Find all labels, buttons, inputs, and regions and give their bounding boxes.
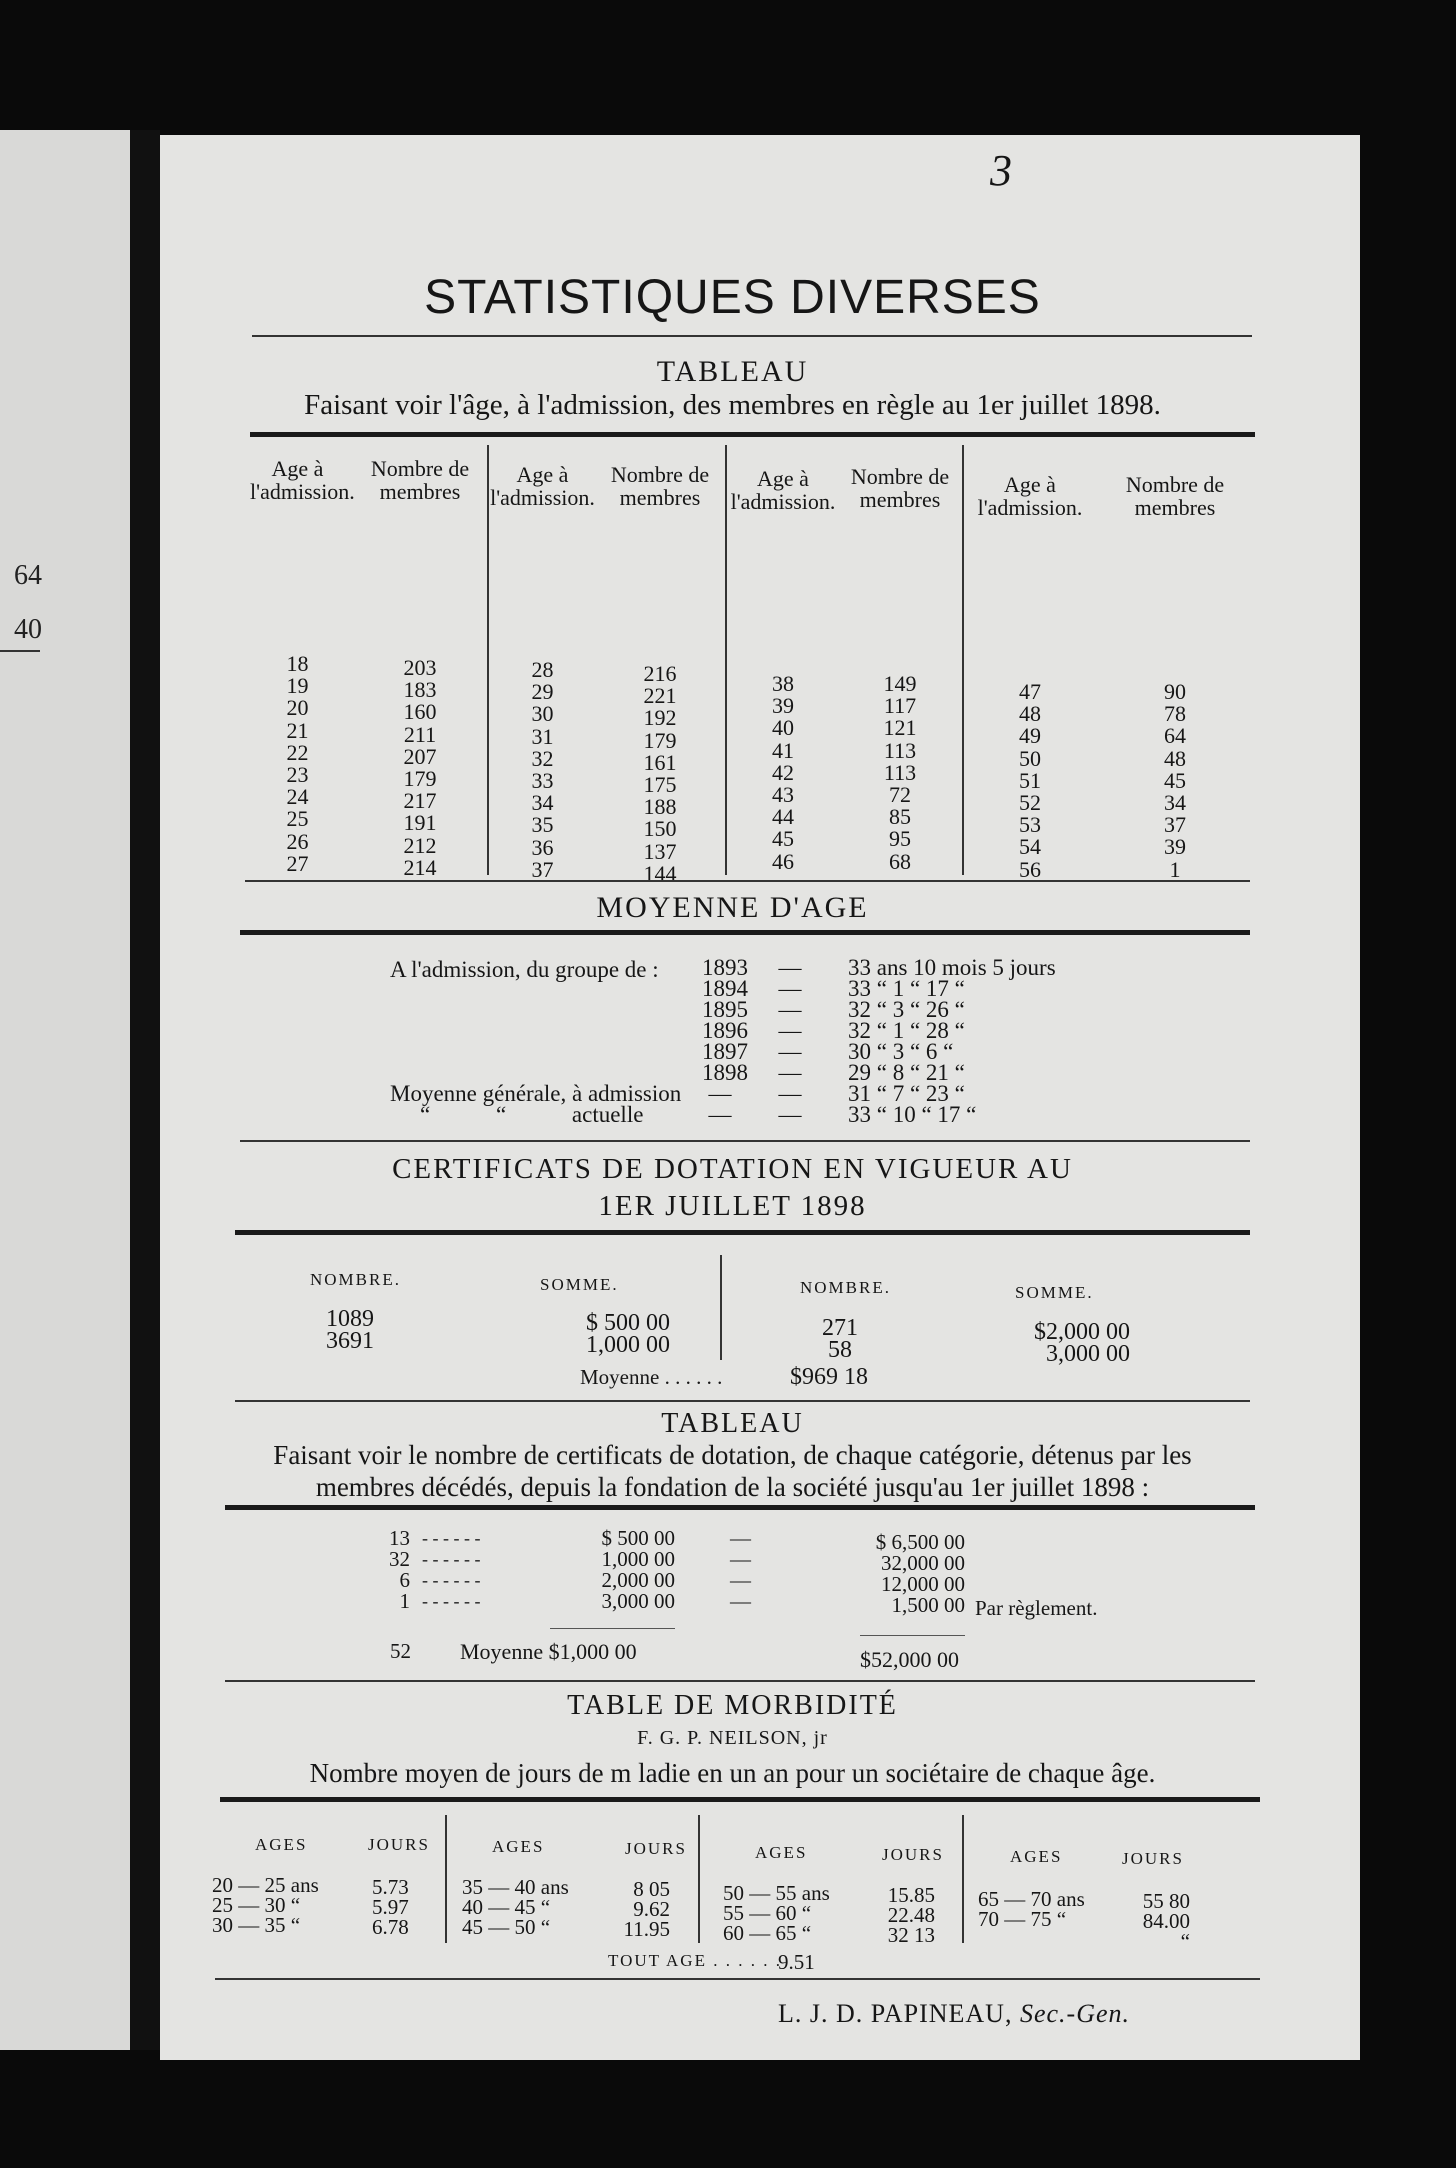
nombre-column (800, 1317, 880, 1361)
age-cell: 51 (1019, 767, 1041, 793)
moyenne-value: Moyenne $1,000 00 (460, 1639, 637, 1664)
jours-cell: 5.97 (372, 1895, 409, 1919)
year-cell: 1895 (702, 997, 748, 1022)
leader-dots: - - - - - - (422, 1528, 481, 1548)
age-cell: 49 (1019, 723, 1041, 749)
nombre-cell: 113 (883, 759, 917, 785)
nombre-cell: 179 (403, 766, 437, 792)
column-header-age: Age à l'admission. (250, 456, 355, 504)
nombre-cell: 113 (883, 737, 917, 763)
leader-column (422, 1528, 480, 1612)
jours-cell: 55 80 (1142, 1889, 1190, 1913)
jours-cell: 8 05 (633, 1877, 670, 1901)
moyenne-label: Moyenne . . . . . . (580, 1365, 723, 1389)
age-table (250, 445, 1250, 886)
moyenne-value: $969 18 (790, 1364, 868, 1390)
column-header-ages: AGES (255, 1835, 308, 1854)
dash: — (778, 1060, 802, 1085)
total-count: 52 (390, 1639, 411, 1663)
dash: — (778, 976, 802, 1001)
age-range-cell: 20 — 25 ans (212, 1873, 319, 1897)
nombre-cell: 150 (643, 816, 677, 842)
jours-cell: 6.78 (372, 1915, 409, 1939)
age-cell: 30 (531, 701, 554, 727)
ages-column (250, 653, 345, 875)
age-cell: 36 (531, 834, 554, 860)
value-cell: 3,000 00 (601, 1589, 675, 1613)
age-cell: 43 (772, 782, 794, 808)
nombre-cell: 64 (1164, 723, 1186, 749)
signature-title: Sec.-Gen. (1019, 1999, 1131, 2028)
age-cell: 23 (286, 762, 309, 788)
age-range-cell: 25 — 30 “ (212, 1893, 301, 1917)
divider (252, 335, 1252, 337)
count-cell: 6 (399, 1568, 410, 1592)
jours-cell: 11.95 (623, 1917, 670, 1941)
age-cell: 31 (531, 723, 554, 749)
divider (240, 1140, 1250, 1142)
value-cell: 32 “ 1 “ 28 “ (848, 1018, 965, 1043)
age-cell: 20 (286, 695, 309, 721)
nombre-cell: 192 (643, 705, 677, 731)
value-cell: 2,000 00 (601, 1568, 675, 1592)
sum-rule (550, 1628, 675, 1629)
column-header-age: Age à l'admission. (977, 472, 1083, 520)
column-header-nombre: Nombre de membres (370, 456, 470, 504)
nombre-cell: 271 (822, 1315, 858, 1341)
nombre-cell: 179 (643, 727, 677, 753)
nombres-column (595, 663, 725, 885)
section-title: TABLE DE MORBIDITÉ (567, 1690, 898, 1721)
note: Par règlement. (975, 1596, 1098, 1620)
jours-column (372, 1877, 409, 1937)
age-range-cell: 50 — 55 ans (723, 1881, 830, 1905)
column-header-jours: JOURS (625, 1839, 687, 1858)
column-divider (698, 1815, 700, 1943)
age-cell: 21 (286, 717, 309, 743)
age-range-cell: 60 — 65 “ (723, 1921, 812, 1945)
age-group (250, 445, 487, 880)
age-cell: 48 (1019, 701, 1041, 727)
age-range-cell: 40 — 45 “ (462, 1895, 551, 1919)
dash: — (778, 1039, 802, 1064)
age-range-cell: 65 — 70 ans (978, 1887, 1085, 1911)
jours-column (600, 1879, 670, 1939)
dash: — (730, 1526, 751, 1550)
age-cell: 27 (286, 850, 309, 876)
total-cell: $ 6,500 00 (875, 1530, 965, 1554)
column-header-nombre: Nombre de membres (850, 464, 950, 512)
count-column (360, 1528, 410, 1612)
dash: — (778, 1081, 802, 1106)
somme-cell: $ 500 00 (586, 1310, 670, 1336)
values-column (848, 957, 1056, 1125)
dash-column (705, 1083, 735, 1125)
divider (225, 1680, 1255, 1682)
value-cell: 31 “ 7 “ 23 “ (848, 1081, 965, 1106)
age-cell: 24 (286, 784, 309, 810)
age-cell: 34 (531, 790, 554, 816)
leader-dots: - - - - - - (422, 1591, 481, 1611)
nombre-cell: 117 (883, 693, 917, 719)
column-header-jours: JOURS (368, 1835, 430, 1854)
column-header-jours: JOURS (882, 1845, 944, 1864)
moyenne-generale (390, 1083, 681, 1125)
author: F. G. P. NEILSON, jr (637, 1727, 828, 1749)
age-cell: 41 (772, 737, 794, 763)
dash: — (708, 1081, 732, 1106)
nombre-cell: 175 (643, 772, 677, 798)
somme-cell: 1,000 00 (586, 1332, 670, 1358)
age-cell: 28 (531, 657, 554, 682)
section-title: TABLEAU (656, 355, 809, 388)
ages-column (490, 659, 595, 881)
age-cell: 37 (531, 856, 554, 882)
age-group (965, 445, 1255, 882)
ages-column (462, 1877, 569, 1937)
divider (245, 880, 1250, 882)
value-cell: 32 “ 3 “ 26 “ (848, 997, 965, 1022)
value-cell: 33 “ 10 “ 17 “ (848, 1102, 977, 1127)
page-title: STATISTIQUES DIVERSES (424, 271, 1041, 324)
dash: — (730, 1589, 751, 1613)
age-range-cell: 70 — 75 “ (978, 1907, 1067, 1931)
column-header-nombre: Nombre de membres (610, 462, 710, 510)
value-cell: 33 “ 1 “ 17 “ (848, 976, 965, 1001)
nombre-cell: 211 (403, 721, 437, 747)
nombre-cell: 39 (1164, 834, 1186, 860)
age-cell: 38 (772, 671, 794, 696)
age-cell: 35 (531, 812, 554, 838)
nombre-cell: 34 (1164, 790, 1186, 816)
column-divider (962, 445, 964, 875)
left-page-rule (0, 650, 40, 652)
jours-cell: 32 13 (887, 1923, 935, 1947)
column-header-age: Age à l'admission. (490, 462, 595, 510)
jours-column (1105, 1891, 1190, 1951)
column-divider (720, 1255, 722, 1360)
moyenne-label: A l'admission, du groupe de : (390, 957, 659, 982)
nombre-cell: 214 (403, 854, 437, 880)
section-title: MOYENNE D'AGE (596, 891, 869, 924)
nombre-cell: 72 (889, 782, 911, 808)
leader-dots: - - - - - - (422, 1570, 481, 1590)
column-header-somme: SOMME. (540, 1275, 619, 1294)
column-divider (725, 445, 727, 875)
section-title-date: 1ER JUILLET 1898 (598, 1190, 867, 1222)
age-range-cell: 30 — 35 “ (212, 1913, 301, 1937)
actuelle-label: “ “ actuelle (420, 1102, 644, 1127)
age-group (490, 445, 725, 886)
count-cell: 32 (389, 1547, 410, 1571)
age-cell: 42 (772, 759, 794, 785)
section-subtitle: Faisant voir l'âge, à l'admission, des membres en règle au 1er juillet 1898. (304, 389, 1161, 421)
age-cell: 50 (1019, 745, 1041, 771)
nombre-cell: 48 (1164, 745, 1186, 771)
left-page-edge (0, 130, 130, 2050)
value-cell: 33 ans 10 mois 5 jours (848, 955, 1056, 980)
column-header-nombre: NOMBRE. (800, 1278, 891, 1297)
nombres-column (355, 657, 485, 879)
total-cell: 32,000 00 (881, 1551, 965, 1575)
nombres-column (840, 673, 960, 873)
age-cell: 18 (286, 651, 309, 676)
ages-column (723, 1883, 830, 1943)
year-cell: 1896 (702, 1018, 748, 1043)
nombre-cell: 149 (883, 671, 917, 696)
nombre-cell: 78 (1164, 701, 1186, 727)
age-range-cell: 45 — 50 “ (462, 1915, 551, 1939)
divider (240, 930, 1250, 935)
column-header-jours: JOURS (1122, 1849, 1184, 1868)
general-label: Moyenne générale, à admission (390, 1081, 682, 1106)
value-column (550, 1528, 675, 1612)
nombre-cell: 3691 (326, 1328, 374, 1354)
column-divider (445, 1815, 447, 1943)
jours-cell: 9.62 (633, 1897, 670, 1921)
age-cell: 22 (286, 739, 309, 765)
jours-column (865, 1885, 935, 1945)
ages-column (728, 673, 838, 873)
tout-age-value: 9.51 (778, 1950, 815, 1974)
somme-cell: $2,000 00 (1034, 1319, 1130, 1345)
column-header-nombre: NOMBRE. (310, 1270, 401, 1289)
nombre-cell: 160 (403, 699, 437, 725)
age-range-cell: 55 — 60 “ (723, 1901, 812, 1925)
jours-cell: 22.48 (887, 1903, 935, 1927)
column-header-ages: AGES (755, 1843, 808, 1862)
column-header-ages: AGES (1010, 1847, 1063, 1866)
book-gutter (130, 130, 160, 2050)
sum-rule (860, 1635, 965, 1636)
year-cell: 1898 (702, 1060, 748, 1085)
column-divider (487, 445, 489, 875)
age-cell: 46 (772, 848, 794, 874)
nombre-cell: 207 (403, 743, 437, 769)
dash: — (778, 955, 802, 980)
jours-cell: 5.73 (372, 1875, 409, 1899)
value-cell: $ 500 00 (601, 1526, 675, 1550)
somme-cell: 3,000 00 (1046, 1341, 1130, 1367)
divider (225, 1505, 1255, 1510)
age-cell: 25 (286, 806, 309, 832)
age-cell: 53 (1019, 812, 1041, 838)
age-cell: 32 (531, 745, 554, 771)
nombres-column (1105, 681, 1245, 881)
age-cell: 44 (772, 804, 794, 830)
nombre-cell: 90 (1164, 679, 1186, 704)
somme-column (520, 1312, 670, 1356)
year-cell: 1894 (702, 976, 748, 1001)
column-header-age: Age à l'admission. (730, 466, 836, 514)
total-column (830, 1532, 965, 1616)
age-cell: 39 (772, 693, 794, 719)
age-cell: 52 (1019, 790, 1041, 816)
divider (250, 432, 1255, 437)
jours-cell: “ (1180, 1929, 1190, 1953)
section-title: TABLEAU (661, 1408, 804, 1439)
dash: — (778, 1018, 802, 1043)
section-subtitle: membres décédés, depuis la fondation de la société jusqu'au 1er juillet 1898 : (315, 1472, 1150, 1502)
divider (235, 1400, 1250, 1402)
leader-dots: - - - - - - (422, 1549, 481, 1569)
left-page-number: 64 (14, 560, 42, 591)
nombre-cell: 203 (403, 655, 437, 680)
nombre-cell: 217 (403, 788, 437, 814)
nombre-cell: 144 (643, 860, 677, 886)
year-cell: 1893 (702, 955, 748, 980)
nombre-cell: 216 (643, 661, 677, 686)
divider (235, 1230, 1250, 1235)
count-cell: 13 (389, 1526, 410, 1550)
nombre-cell: 212 (403, 832, 437, 858)
nombre-cell: 191 (403, 810, 437, 836)
jours-cell: 84.00 (1142, 1909, 1190, 1933)
age-range-cell: 35 — 40 ans (462, 1875, 569, 1899)
value-cell: 29 “ 8 “ 21 “ (848, 1060, 965, 1085)
page-mark: 3 (990, 146, 1012, 195)
ages-column (212, 1875, 319, 1935)
age-cell: 54 (1019, 834, 1041, 860)
age-cell: 19 (286, 673, 309, 699)
ages-column (965, 681, 1095, 881)
nombre-cell: 37 (1164, 812, 1186, 838)
jours-cell: 15.85 (887, 1883, 935, 1907)
nombre-cell: 58 (828, 1337, 852, 1363)
tout-age-label: TOUT AGE . . . . . . (608, 1951, 782, 1970)
age-cell: 45 (772, 826, 794, 852)
dash: — (778, 997, 802, 1022)
age-cell: 29 (531, 679, 554, 705)
dash: — (730, 1568, 751, 1592)
nombre-cell: 137 (643, 838, 677, 864)
section-subtitle: Faisant voir le nombre de certificats de dotation, de chaque catégorie, détenus par les (273, 1440, 1192, 1470)
age-cell: 33 (531, 768, 554, 794)
column-header-somme: SOMME. (1015, 1283, 1094, 1302)
dash-column (775, 957, 805, 1125)
nombre-cell: 1089 (326, 1306, 374, 1332)
total-cell: 12,000 00 (881, 1572, 965, 1596)
section-title: CERTIFICATS DE DOTATION EN VIGUEUR AU (392, 1153, 1073, 1185)
document-page (160, 135, 1360, 2060)
dash-column (730, 1528, 751, 1612)
nombre-cell: 85 (889, 804, 911, 830)
divider (220, 1797, 1260, 1802)
age-cell: 26 (286, 828, 309, 854)
year-cell: 1897 (702, 1039, 748, 1064)
nombre-cell: 95 (889, 826, 911, 852)
age-cell: 56 (1019, 856, 1041, 882)
age-group (728, 445, 962, 875)
age-cell: 47 (1019, 679, 1041, 704)
dash: — (778, 1102, 802, 1127)
nombre-cell: 161 (643, 749, 677, 775)
column-header-ages: AGES (492, 1837, 545, 1856)
nombre-cell: 121 (883, 715, 917, 741)
signature-name: L. J. D. PAPINEAU, (778, 1999, 1013, 2028)
somme-column (980, 1321, 1130, 1365)
ages-column (978, 1889, 1085, 1929)
left-page-number: 40 (14, 614, 42, 645)
dash: — (708, 1102, 732, 1127)
section-subtitle: Nombre moyen de jours de m ladie en un an pour un sociétaire de chaque âge. (309, 1758, 1156, 1788)
grand-total: $52,000 00 (860, 1647, 959, 1672)
nombre-cell: 188 (643, 794, 677, 820)
nombre-column (310, 1308, 390, 1352)
total-cell: 1,500 00 (891, 1593, 965, 1617)
value-cell: 1,000 00 (601, 1547, 675, 1571)
divider (215, 1978, 1260, 1980)
nombre-cell: 68 (889, 848, 911, 874)
age-cell: 40 (772, 715, 794, 741)
dash: — (730, 1547, 751, 1571)
value-cell: 30 “ 3 “ 6 “ (848, 1039, 954, 1064)
nombre-cell: 45 (1164, 767, 1186, 793)
signature (778, 1999, 1130, 2029)
nombre-cell: 183 (403, 677, 437, 703)
years-column (695, 957, 755, 1083)
column-header-nombre: Nombre de membres (1125, 472, 1225, 520)
column-divider (962, 1815, 964, 1943)
count-cell: 1 (399, 1589, 410, 1613)
nombre-cell: 221 (643, 683, 677, 709)
nombre-cell: 1 (1169, 856, 1181, 882)
